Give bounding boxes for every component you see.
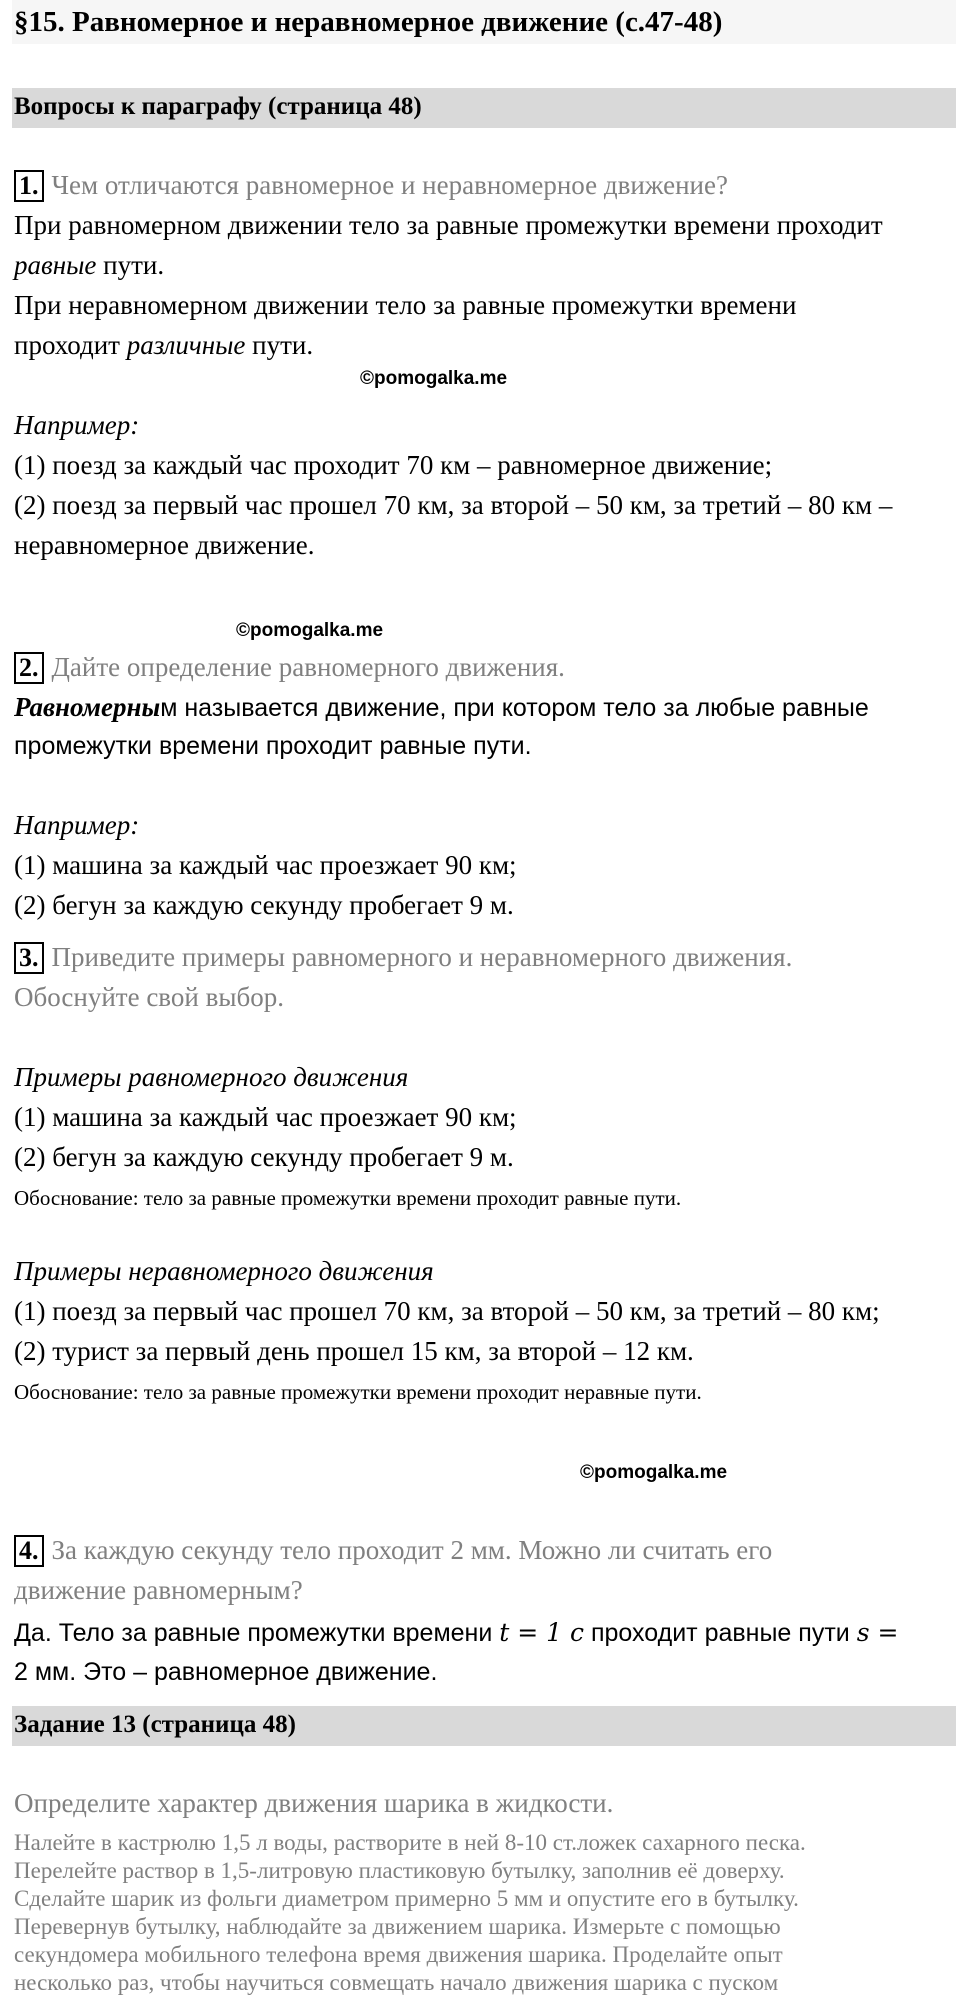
example-label: Например: — [14, 810, 140, 840]
reasoning-text: Обоснование: тело за равные промежутки времени проходит равные пути. — [14, 1186, 682, 1210]
task-heading: Определите характер движения шарика в жидкости. — [14, 1788, 614, 1818]
bold-term: Равномерны — [14, 692, 161, 722]
answer-text: Да. Тело за равные промежутки времени — [14, 1619, 500, 1647]
answer-text: пути. — [96, 250, 165, 280]
question-4 — [14, 1535, 772, 1567]
example-line: (1) машина за каждый час проезжает 90 км; — [14, 850, 517, 880]
examples-uniform-label: Примеры равномерного движения — [14, 1062, 409, 1092]
task-text-line: Сделайте шарик из фольги диаметром примерно 5 мм и опустите его в бутылку. — [14, 1886, 799, 1911]
question-1 — [14, 170, 728, 202]
question-text-cont: Обоснуйте свой выбор. — [14, 982, 284, 1012]
answer-line: промежутки времени проходит равные пути. — [14, 732, 532, 760]
watermark: ©pomogalka.me — [360, 368, 508, 389]
answer-line — [14, 250, 164, 281]
question-text: Чем отличаются равномерное и неравномерное движение? — [51, 170, 728, 200]
example-label: Например: — [14, 410, 140, 440]
answer-text: проходит равные пути — [584, 1619, 857, 1647]
formula: s = — [856, 1618, 899, 1647]
example-line: (2) бегун за каждую секунду пробегает 9 м. — [14, 890, 514, 920]
question-number: 4. — [14, 1535, 44, 1567]
answer-line: При равномерном движении тело за равные промежутки времени проходит — [14, 210, 883, 240]
example-line: (2) турист за первый день прошел 15 км, за второй – 12 км. — [14, 1336, 694, 1366]
answer-line: 2 мм. Это – равномерное движение. — [14, 1658, 438, 1686]
task-text-line: Перевернув бутылку, наблюдайте за движением шарика. Измерьте с помощью — [14, 1914, 781, 1939]
answer-line — [14, 692, 869, 723]
answer-text: проходит — [14, 330, 127, 360]
emphasis-text: равные — [14, 250, 97, 280]
answer-line — [14, 1618, 898, 1648]
reasoning-text: Обоснование: тело за равные промежутки времени проходит неравные пути. — [14, 1380, 702, 1404]
question-number: 3. — [14, 942, 44, 974]
formula: t = 1 c — [499, 1618, 585, 1647]
task-text-line: несколько раз, чтобы научиться совмещать начало движения шарика с пуском — [14, 1970, 779, 1995]
example-line: (1) поезд за каждый час проходит 70 км – равномерное движение; — [14, 450, 773, 480]
watermark: ©pomogalka.me — [236, 620, 384, 641]
question-3 — [14, 942, 792, 974]
examples-nonuniform-label: Примеры неравномерного движения — [14, 1256, 434, 1286]
question-2 — [14, 652, 565, 684]
question-number: 1. — [14, 170, 44, 202]
page-title: §15. Равномерное и неравномерное движение (с.47-48) — [14, 6, 723, 38]
watermark: ©pomogalka.me — [580, 1462, 728, 1483]
task-text-line: Перелейте раствор в 1,5-литровую пластиковую бутылку, заполнив её доверху. — [14, 1858, 785, 1883]
example-line: (1) поезд за первый час прошел 70 км, за второй – 50 км, за третий – 80 км; — [14, 1296, 880, 1326]
emphasis-text: различные — [126, 330, 246, 360]
question-number: 2. — [14, 652, 44, 684]
answer-line — [14, 330, 313, 361]
question-text: Дайте определение равномерного движения. — [51, 652, 565, 682]
question-text: За каждую секунду тело проходит 2 мм. Можно ли считать его — [51, 1535, 773, 1565]
answer-text: м называется движение, при котором тело за любые равные — [160, 694, 869, 722]
question-text: Приведите примеры равномерного и неравномерного движения. — [51, 942, 793, 972]
example-line: (2) бегун за каждую секунду пробегает 9 м. — [14, 1142, 514, 1172]
answer-text: пути. — [245, 330, 314, 360]
question-text-cont: движение равномерным? — [14, 1575, 303, 1605]
task-text-line: секундомера мобильного телефона время движения шарика. Проделайте опыт — [14, 1942, 783, 1967]
example-line: (1) машина за каждый час проезжает 90 км; — [14, 1102, 517, 1132]
example-line: (2) поезд за первый час прошел 70 км, за второй – 50 км, за третий – 80 км – — [14, 490, 893, 520]
section-header-task: Задание 13 (страница 48) — [14, 1711, 296, 1738]
section-header-questions: Вопросы к параграфу (страница 48) — [14, 93, 422, 120]
task-text-line: Налейте в кастрюлю 1,5 л воды, растворите в ней 8-10 ст.ложек сахарного песка. — [14, 1830, 806, 1855]
example-line: неравномерное движение. — [14, 530, 315, 560]
answer-line: При неравномерном движении тело за равные промежутки времени — [14, 290, 797, 320]
